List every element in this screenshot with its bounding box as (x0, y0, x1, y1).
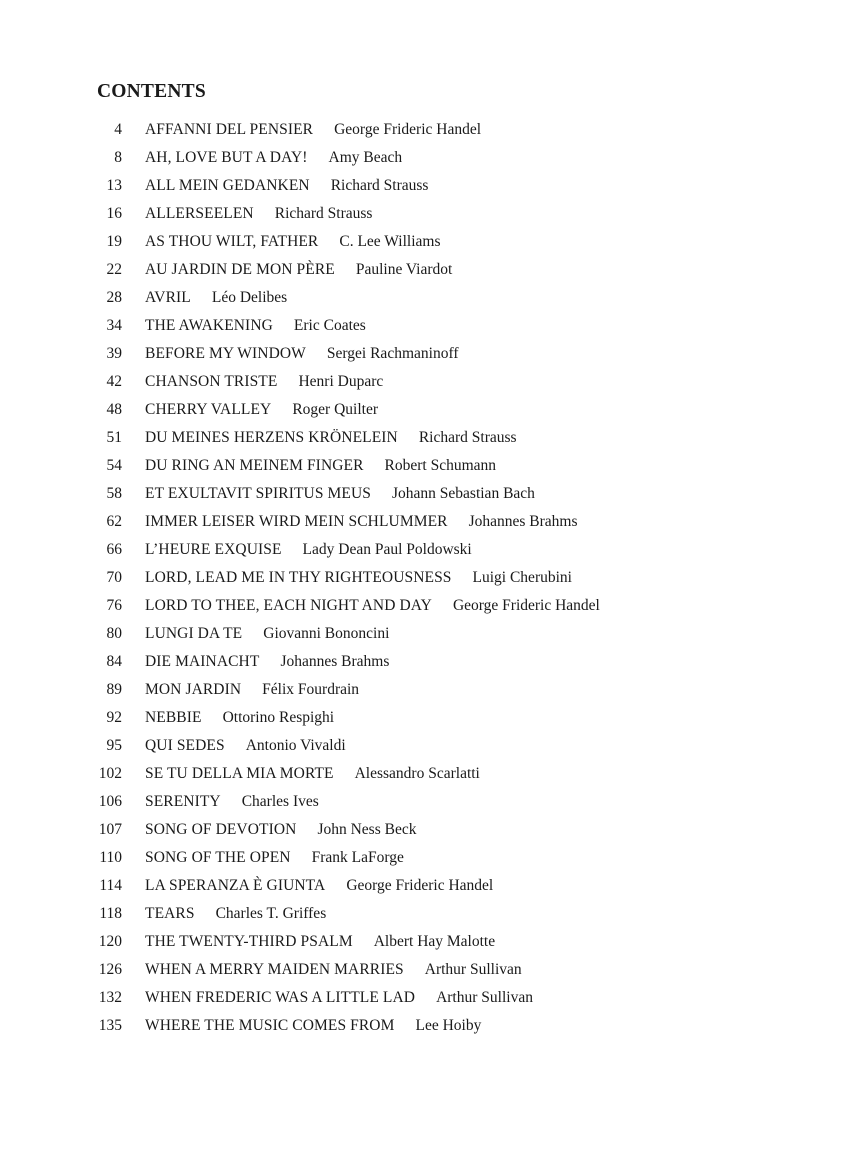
contents-entry (0, 844, 864, 872)
page-number: 54 (106, 457, 122, 474)
page-number: 16 (106, 205, 122, 222)
page-number: 95 (106, 737, 122, 754)
page-number: 89 (106, 681, 122, 698)
song-title: MON JARDIN (145, 681, 242, 698)
contents-entry (0, 956, 864, 984)
song-title: DIE MAINACHT (145, 653, 260, 670)
page-number: 102 (98, 765, 122, 782)
page-number: 62 (106, 513, 122, 530)
composer-name: Pauline Viardot (355, 261, 453, 278)
contents-entry (0, 788, 864, 816)
composer-name: Johann Sebastian Bach (392, 485, 535, 502)
page-number: 120 (98, 933, 122, 950)
song-title: TEARS (145, 905, 195, 922)
page-number: 39 (106, 345, 122, 362)
song-title: IMMER LEISER WIRD MEIN SCHLUMMER (145, 513, 448, 530)
contents-entry (0, 620, 864, 648)
composer-name: Richard Strauss (418, 429, 517, 446)
song-title: ET EXULTAVIT SPIRITUS MEUS (145, 485, 371, 502)
contents-entry (0, 200, 864, 228)
composer-name: Antonio Vivaldi (245, 737, 346, 754)
song-title: THE TWENTY-THIRD PSALM (145, 933, 353, 950)
song-title: SONG OF DEVOTION (145, 821, 297, 838)
composer-name: Richard Strauss (330, 177, 429, 194)
contents-entry (0, 564, 864, 592)
composer-name: Arthur Sullivan (424, 961, 522, 978)
composer-name: Robert Schumann (384, 457, 497, 474)
contents-entry (0, 116, 864, 144)
contents-entry (0, 256, 864, 284)
composer-name: John Ness Beck (317, 821, 417, 838)
composer-name: Charles Ives (241, 793, 319, 810)
song-title: CHANSON TRISTE (145, 373, 278, 390)
page-title: CONTENTS (97, 81, 206, 102)
contents-entry (0, 172, 864, 200)
composer-name: Lady Dean Paul Poldowski (302, 541, 472, 558)
contents-entry (0, 732, 864, 760)
contents-entry (0, 368, 864, 396)
contents-entry (0, 452, 864, 480)
composer-name: C. Lee Williams (339, 233, 441, 250)
song-title: WHEN FREDERIC WAS A LITTLE LAD (145, 989, 416, 1006)
song-title: L’HEURE EXQUISE (145, 541, 282, 558)
song-title: DU MEINES HERZENS KRÖNELEIN (145, 429, 398, 446)
composer-name: Ottorino Respighi (222, 709, 335, 726)
contents-entry (0, 508, 864, 536)
song-title: SERENITY (145, 793, 221, 810)
composer-name: George Frideric Handel (346, 877, 494, 894)
page-number: 114 (99, 877, 122, 894)
contents-entry (0, 928, 864, 956)
composer-name: Léo Delibes (211, 289, 288, 306)
page-number: 110 (99, 849, 122, 866)
composer-name: Alessandro Scarlatti (354, 765, 480, 782)
contents-entry (0, 676, 864, 704)
song-title: LORD, LEAD ME IN THY RIGHTEOUSNESS (145, 569, 452, 586)
contents-entry (0, 284, 864, 312)
song-title: ALLERSEELEN (145, 205, 254, 222)
composer-name: Richard Strauss (274, 205, 373, 222)
page-number: 4 (114, 121, 122, 138)
composer-name: Roger Quilter (292, 401, 378, 418)
song-title: LA SPERANZA È GIUNTA (145, 877, 326, 894)
song-title: CHERRY VALLEY (145, 401, 272, 418)
page-number: 8 (114, 149, 122, 166)
contents-entry (0, 648, 864, 676)
composer-name: Johannes Brahms (280, 653, 390, 670)
page-number: 118 (99, 905, 122, 922)
composer-name: George Frideric Handel (334, 121, 482, 138)
composer-name: Eric Coates (293, 317, 366, 334)
song-title: AS THOU WILT, FATHER (145, 233, 319, 250)
page-number: 92 (106, 709, 122, 726)
contents-entry (0, 816, 864, 844)
composer-name: Henri Duparc (298, 373, 384, 390)
composer-name: Giovanni Bononcini (263, 625, 390, 642)
page-number: 34 (106, 317, 122, 334)
composer-name: Sergei Rachmaninoff (326, 345, 459, 362)
contents-entry (0, 984, 864, 1012)
page-number: 51 (106, 429, 122, 446)
page-number: 13 (106, 177, 122, 194)
song-title: ALL MEIN GEDANKEN (145, 177, 310, 194)
song-title: BEFORE MY WINDOW (145, 345, 306, 362)
song-title: NEBBIE (145, 709, 202, 726)
contents-entry (0, 592, 864, 620)
page-number: 80 (106, 625, 122, 642)
composer-name: Amy Beach (328, 149, 403, 166)
song-title: LORD TO THEE, EACH NIGHT AND DAY (145, 597, 432, 614)
page-number: 84 (106, 653, 122, 670)
page-number: 28 (106, 289, 122, 306)
contents-entry (0, 144, 864, 172)
song-title: AVRIL (145, 289, 191, 306)
contents-entry (0, 704, 864, 732)
composer-name: Johannes Brahms (468, 513, 578, 530)
song-title: DU RING AN MEINEM FINGER (145, 457, 364, 474)
contents-entry (0, 760, 864, 788)
contents-entry (0, 872, 864, 900)
page-number: 58 (106, 485, 122, 502)
page-number: 106 (98, 793, 122, 810)
page-number: 48 (106, 401, 122, 418)
song-title: WHEN A MERRY MAIDEN MARRIES (145, 961, 404, 978)
page-number: 76 (106, 597, 122, 614)
composer-name: Albert Hay Malotte (373, 933, 496, 950)
song-title: AU JARDIN DE MON PÈRE (145, 261, 335, 278)
contents-entry (0, 536, 864, 564)
page-number: 22 (106, 261, 122, 278)
composer-name: Arthur Sullivan (436, 989, 533, 1006)
composer-name: George Frideric Handel (452, 597, 600, 614)
song-title: SONG OF THE OPEN (145, 849, 291, 866)
contents-entry (0, 900, 864, 928)
contents-entry (0, 396, 864, 424)
song-title: AH, LOVE BUT A DAY! (145, 149, 308, 166)
composer-name: Lee Hoiby (415, 1017, 482, 1034)
page-number: 132 (98, 989, 122, 1006)
composer-name: Charles T. Griffes (215, 905, 327, 922)
composer-name: Félix Fourdrain (262, 681, 360, 698)
contents-entry (0, 340, 864, 368)
page-number: 70 (106, 569, 122, 586)
contents-entry (0, 228, 864, 256)
song-title: AFFANNI DEL PENSIER (145, 121, 314, 138)
page-number: 66 (106, 541, 122, 558)
page-number: 42 (106, 373, 122, 390)
contents-entry (0, 1012, 864, 1040)
contents-entry (0, 312, 864, 340)
composer-name: Frank LaForge (311, 849, 404, 866)
song-title: THE AWAKENING (145, 317, 273, 334)
song-title: LUNGI DA TE (145, 625, 243, 642)
page-number: 135 (98, 1017, 122, 1034)
contents-entry (0, 424, 864, 452)
song-title: WHERE THE MUSIC COMES FROM (145, 1017, 395, 1034)
contents-list (0, 116, 864, 1040)
composer-name: Luigi Cherubini (472, 569, 572, 586)
song-title: SE TU DELLA MIA MORTE (145, 765, 334, 782)
page-number: 126 (98, 961, 122, 978)
page-number: 19 (106, 233, 122, 250)
contents-entry (0, 480, 864, 508)
song-title: QUI SEDES (145, 737, 225, 754)
page-number: 107 (98, 821, 122, 838)
